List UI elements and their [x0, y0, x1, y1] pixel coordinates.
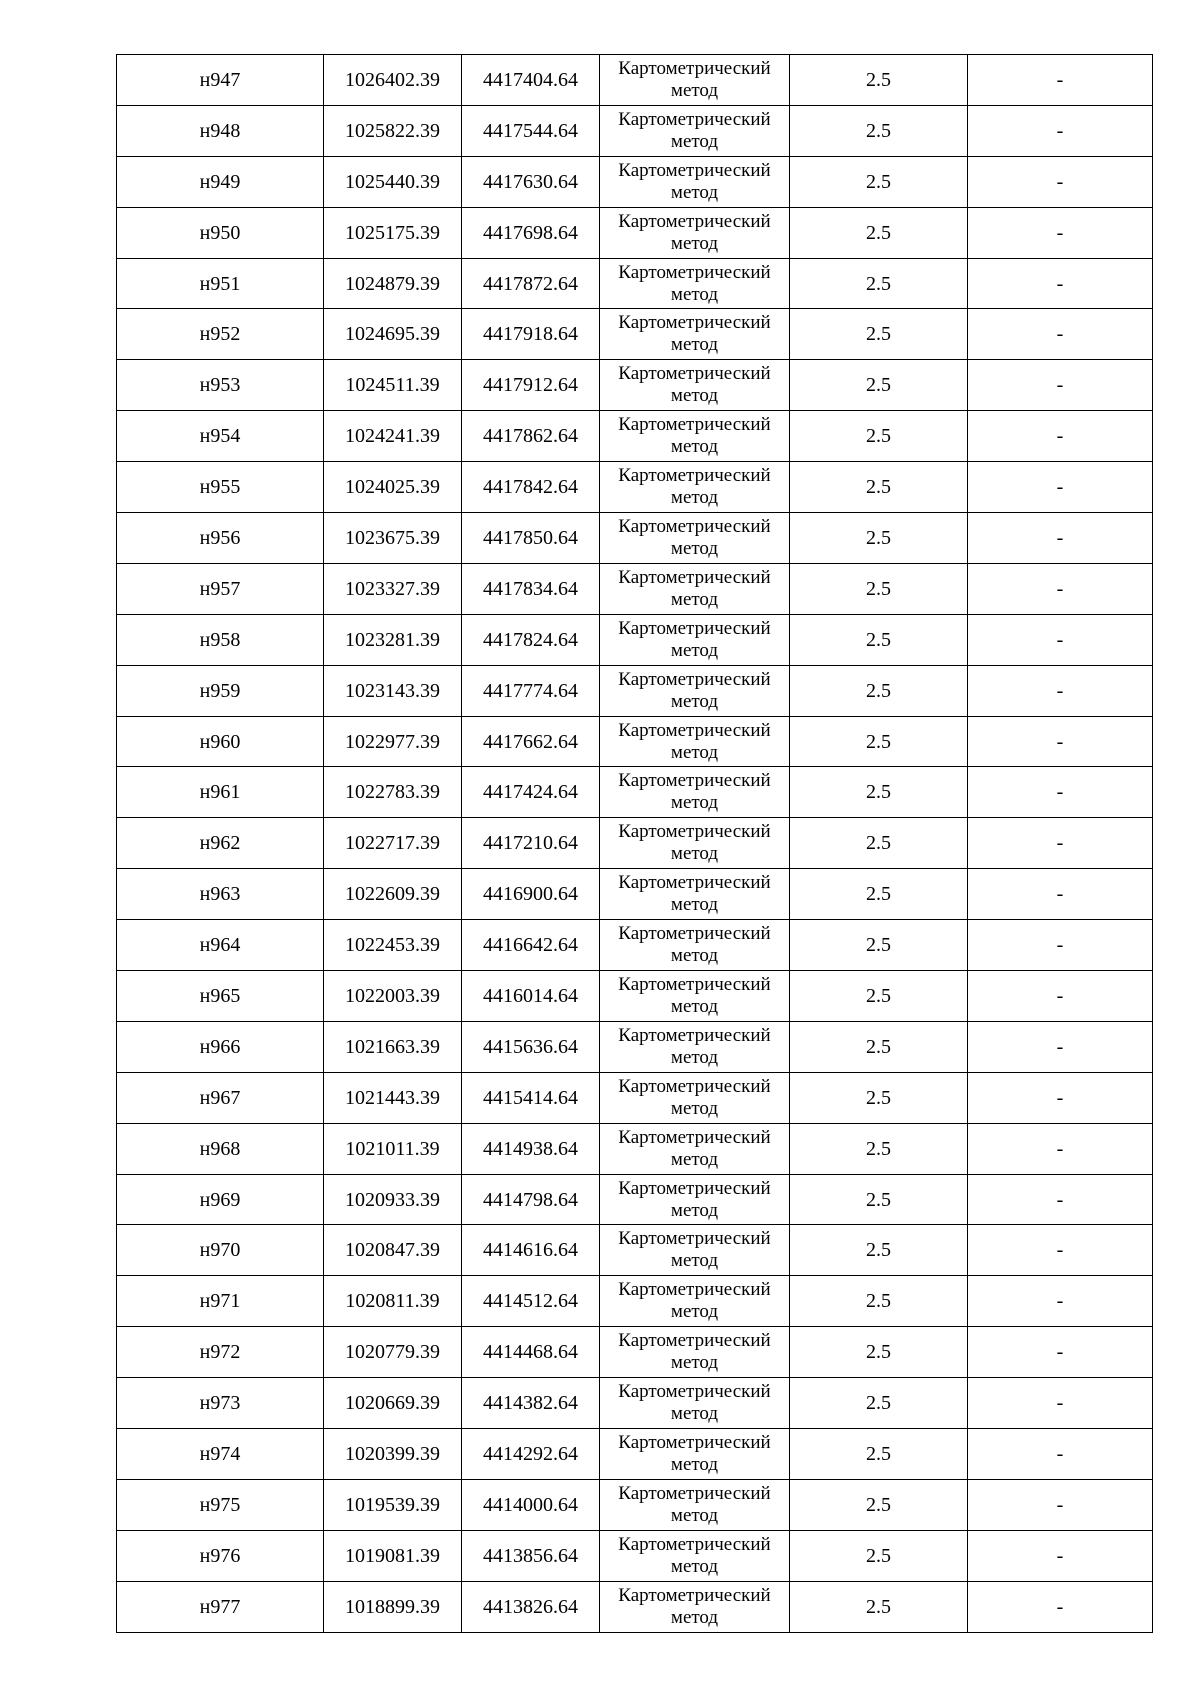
method-cell — [600, 1479, 790, 1530]
table-row — [117, 1174, 1153, 1225]
accuracy-cell: 2.5 — [790, 563, 968, 614]
point-number-cell: н966 — [117, 1021, 324, 1072]
method-line-2: метод — [670, 1606, 719, 1628]
method-cell — [600, 513, 790, 564]
table-row — [117, 1581, 1153, 1632]
method-line-1: Картометрический — [618, 159, 771, 181]
accuracy-cell: 2.5 — [790, 1174, 968, 1225]
method-cell — [600, 1530, 790, 1581]
table-row — [117, 55, 1153, 106]
table-row — [117, 258, 1153, 309]
point-number-cell: н962 — [117, 818, 324, 869]
method-line-1: Картометрический — [618, 312, 771, 334]
y-coordinate-cell: 4414938.64 — [462, 1123, 600, 1174]
y-coordinate-cell: 4417872.64 — [462, 258, 600, 309]
table-row — [117, 411, 1153, 462]
method-line-1: Картометрический — [618, 1126, 771, 1148]
table-row — [117, 1429, 1153, 1480]
x-coordinate-cell: 1020779.39 — [324, 1327, 462, 1378]
method-line-2: метод — [670, 1453, 719, 1475]
accuracy-cell: 2.5 — [790, 767, 968, 818]
method-line-2: метод — [670, 1555, 719, 1577]
method-cell — [600, 869, 790, 920]
note-cell: - — [968, 462, 1153, 513]
note-cell: - — [968, 1581, 1153, 1632]
method-cell — [600, 563, 790, 614]
method-cell — [600, 767, 790, 818]
point-number-cell: н964 — [117, 920, 324, 971]
table-row — [117, 1276, 1153, 1327]
accuracy-cell: 2.5 — [790, 1378, 968, 1429]
method-line-2: метод — [670, 1301, 719, 1323]
accuracy-cell: 2.5 — [790, 462, 968, 513]
y-coordinate-cell: 4415636.64 — [462, 1021, 600, 1072]
x-coordinate-cell: 1019539.39 — [324, 1479, 462, 1530]
y-coordinate-cell: 4415414.64 — [462, 1072, 600, 1123]
x-coordinate-cell: 1023327.39 — [324, 563, 462, 614]
accuracy-cell: 2.5 — [790, 258, 968, 309]
note-cell: - — [968, 309, 1153, 360]
note-cell: - — [968, 1530, 1153, 1581]
method-line-1: Картометрический — [618, 973, 771, 995]
accuracy-cell: 2.5 — [790, 411, 968, 462]
accuracy-cell: 2.5 — [790, 309, 968, 360]
accuracy-cell: 2.5 — [790, 716, 968, 767]
y-coordinate-cell: 4417404.64 — [462, 55, 600, 106]
method-cell — [600, 411, 790, 462]
note-cell: - — [968, 1174, 1153, 1225]
y-coordinate-cell: 4414798.64 — [462, 1174, 600, 1225]
y-coordinate-cell: 4417774.64 — [462, 665, 600, 716]
y-coordinate-cell: 4413826.64 — [462, 1581, 600, 1632]
method-line-2: метод — [670, 1250, 719, 1272]
method-line-1: Картометрический — [618, 515, 771, 537]
accuracy-cell: 2.5 — [790, 1123, 968, 1174]
x-coordinate-cell: 1021011.39 — [324, 1123, 462, 1174]
note-cell: - — [968, 55, 1153, 106]
table-row — [117, 920, 1153, 971]
method-line-1: Картометрический — [618, 1228, 771, 1250]
method-line-2: метод — [670, 1046, 719, 1068]
y-coordinate-cell: 4417862.64 — [462, 411, 600, 462]
note-cell: - — [968, 360, 1153, 411]
method-line-2: метод — [670, 639, 719, 661]
accuracy-cell: 2.5 — [790, 360, 968, 411]
table-row — [117, 1530, 1153, 1581]
x-coordinate-cell: 1025822.39 — [324, 105, 462, 156]
y-coordinate-cell: 4414382.64 — [462, 1378, 600, 1429]
method-line-1: Картометрический — [618, 1584, 771, 1606]
method-cell — [600, 105, 790, 156]
table-row — [117, 1479, 1153, 1530]
method-line-1: Картометрический — [618, 821, 771, 843]
point-number-cell: н949 — [117, 156, 324, 207]
coordinates-table — [116, 54, 1153, 1633]
point-number-cell: н967 — [117, 1072, 324, 1123]
y-coordinate-cell: 4417662.64 — [462, 716, 600, 767]
table-row — [117, 462, 1153, 513]
accuracy-cell: 2.5 — [790, 869, 968, 920]
table-row — [117, 1378, 1153, 1429]
point-number-cell: н977 — [117, 1581, 324, 1632]
point-number-cell: н959 — [117, 665, 324, 716]
method-cell — [600, 1072, 790, 1123]
point-number-cell: н969 — [117, 1174, 324, 1225]
x-coordinate-cell: 1018899.39 — [324, 1581, 462, 1632]
point-number-cell: н947 — [117, 55, 324, 106]
y-coordinate-cell: 4417424.64 — [462, 767, 600, 818]
point-number-cell: н956 — [117, 513, 324, 564]
y-coordinate-cell: 4417834.64 — [462, 563, 600, 614]
x-coordinate-cell: 1022783.39 — [324, 767, 462, 818]
accuracy-cell: 2.5 — [790, 1072, 968, 1123]
table-row — [117, 309, 1153, 360]
method-line-1: Картометрический — [618, 363, 771, 385]
y-coordinate-cell: 4417850.64 — [462, 513, 600, 564]
note-cell: - — [968, 563, 1153, 614]
x-coordinate-cell: 1020669.39 — [324, 1378, 462, 1429]
x-coordinate-cell: 1023281.39 — [324, 614, 462, 665]
note-cell: - — [968, 258, 1153, 309]
y-coordinate-cell: 4414616.64 — [462, 1225, 600, 1276]
note-cell: - — [968, 207, 1153, 258]
accuracy-cell: 2.5 — [790, 665, 968, 716]
table-row — [117, 716, 1153, 767]
x-coordinate-cell: 1025440.39 — [324, 156, 462, 207]
x-coordinate-cell: 1025175.39 — [324, 207, 462, 258]
point-number-cell: н963 — [117, 869, 324, 920]
method-line-2: метод — [670, 130, 719, 152]
coordinates-table-body — [117, 55, 1153, 1633]
x-coordinate-cell: 1021663.39 — [324, 1021, 462, 1072]
y-coordinate-cell: 4417630.64 — [462, 156, 600, 207]
method-line-2: метод — [670, 792, 719, 814]
x-coordinate-cell: 1023675.39 — [324, 513, 462, 564]
note-cell: - — [968, 411, 1153, 462]
method-cell — [600, 665, 790, 716]
note-cell: - — [968, 614, 1153, 665]
method-line-2: метод — [670, 232, 719, 254]
table-row — [117, 1072, 1153, 1123]
method-line-2: метод — [670, 79, 719, 101]
table-row — [117, 207, 1153, 258]
y-coordinate-cell: 4417210.64 — [462, 818, 600, 869]
table-row — [117, 1021, 1153, 1072]
accuracy-cell: 2.5 — [790, 1429, 968, 1480]
table-row — [117, 360, 1153, 411]
x-coordinate-cell: 1022977.39 — [324, 716, 462, 767]
method-cell — [600, 1174, 790, 1225]
table-row — [117, 105, 1153, 156]
accuracy-cell: 2.5 — [790, 105, 968, 156]
method-cell — [600, 1429, 790, 1480]
table-row — [117, 665, 1153, 716]
y-coordinate-cell: 4413856.64 — [462, 1530, 600, 1581]
accuracy-cell: 2.5 — [790, 1276, 968, 1327]
point-number-cell: н953 — [117, 360, 324, 411]
accuracy-cell: 2.5 — [790, 818, 968, 869]
method-cell — [600, 1123, 790, 1174]
table-row — [117, 869, 1153, 920]
accuracy-cell: 2.5 — [790, 207, 968, 258]
method-line-2: метод — [670, 283, 719, 305]
x-coordinate-cell: 1020811.39 — [324, 1276, 462, 1327]
point-number-cell: н968 — [117, 1123, 324, 1174]
method-line-2: метод — [670, 1199, 719, 1221]
method-line-1: Картометрический — [618, 1075, 771, 1097]
x-coordinate-cell: 1020933.39 — [324, 1174, 462, 1225]
x-coordinate-cell: 1024511.39 — [324, 360, 462, 411]
method-cell — [600, 360, 790, 411]
table-row — [117, 513, 1153, 564]
method-cell — [600, 920, 790, 971]
y-coordinate-cell: 4416642.64 — [462, 920, 600, 971]
method-line-1: Картометрический — [618, 1330, 771, 1352]
method-line-1: Картометрический — [618, 1431, 771, 1453]
x-coordinate-cell: 1019081.39 — [324, 1530, 462, 1581]
method-cell — [600, 207, 790, 258]
x-coordinate-cell: 1024695.39 — [324, 309, 462, 360]
method-line-2: метод — [670, 1403, 719, 1425]
accuracy-cell: 2.5 — [790, 971, 968, 1022]
x-coordinate-cell: 1020847.39 — [324, 1225, 462, 1276]
y-coordinate-cell: 4417842.64 — [462, 462, 600, 513]
point-number-cell: н950 — [117, 207, 324, 258]
method-line-1: Картометрический — [618, 566, 771, 588]
note-cell: - — [968, 1276, 1153, 1327]
y-coordinate-cell: 4416014.64 — [462, 971, 600, 1022]
point-number-cell: н975 — [117, 1479, 324, 1530]
table-row — [117, 971, 1153, 1022]
x-coordinate-cell: 1023143.39 — [324, 665, 462, 716]
accuracy-cell: 2.5 — [790, 1225, 968, 1276]
method-line-1: Картометрический — [618, 210, 771, 232]
accuracy-cell: 2.5 — [790, 1530, 968, 1581]
note-cell: - — [968, 1479, 1153, 1530]
method-line-2: метод — [670, 1504, 719, 1526]
note-cell: - — [968, 767, 1153, 818]
method-line-2: метод — [670, 385, 719, 407]
method-line-1: Картометрический — [618, 108, 771, 130]
point-number-cell: н972 — [117, 1327, 324, 1378]
method-line-2: метод — [670, 945, 719, 967]
y-coordinate-cell: 4414512.64 — [462, 1276, 600, 1327]
accuracy-cell: 2.5 — [790, 55, 968, 106]
x-coordinate-cell: 1024879.39 — [324, 258, 462, 309]
point-number-cell: н973 — [117, 1378, 324, 1429]
method-line-2: метод — [670, 436, 719, 458]
table-row — [117, 1225, 1153, 1276]
x-coordinate-cell: 1024241.39 — [324, 411, 462, 462]
method-line-1: Картометрический — [618, 617, 771, 639]
y-coordinate-cell: 4416900.64 — [462, 869, 600, 920]
note-cell: - — [968, 665, 1153, 716]
point-number-cell: н951 — [117, 258, 324, 309]
method-line-1: Картометрический — [618, 414, 771, 436]
point-number-cell: н952 — [117, 309, 324, 360]
method-line-2: метод — [670, 334, 719, 356]
accuracy-cell: 2.5 — [790, 614, 968, 665]
method-line-1: Картометрический — [618, 1381, 771, 1403]
method-line-1: Картометрический — [618, 668, 771, 690]
x-coordinate-cell: 1022717.39 — [324, 818, 462, 869]
y-coordinate-cell: 4414292.64 — [462, 1429, 600, 1480]
x-coordinate-cell: 1021443.39 — [324, 1072, 462, 1123]
y-coordinate-cell: 4417698.64 — [462, 207, 600, 258]
table-row — [117, 767, 1153, 818]
method-line-2: метод — [670, 741, 719, 763]
method-cell — [600, 818, 790, 869]
method-cell — [600, 156, 790, 207]
method-line-1: Картометрический — [618, 923, 771, 945]
note-cell: - — [968, 1327, 1153, 1378]
note-cell: - — [968, 818, 1153, 869]
point-number-cell: н961 — [117, 767, 324, 818]
method-line-2: метод — [670, 1097, 719, 1119]
note-cell: - — [968, 716, 1153, 767]
method-line-2: метод — [670, 487, 719, 509]
note-cell: - — [968, 156, 1153, 207]
point-number-cell: н970 — [117, 1225, 324, 1276]
method-line-2: метод — [670, 181, 719, 203]
accuracy-cell: 2.5 — [790, 156, 968, 207]
method-line-2: метод — [670, 588, 719, 610]
note-cell: - — [968, 869, 1153, 920]
method-cell — [600, 1225, 790, 1276]
method-cell — [600, 716, 790, 767]
y-coordinate-cell: 4417918.64 — [462, 309, 600, 360]
method-line-2: метод — [670, 690, 719, 712]
point-number-cell: н974 — [117, 1429, 324, 1480]
x-coordinate-cell: 1022453.39 — [324, 920, 462, 971]
method-cell — [600, 1276, 790, 1327]
table-row — [117, 1123, 1153, 1174]
method-line-2: метод — [670, 843, 719, 865]
point-number-cell: н948 — [117, 105, 324, 156]
note-cell: - — [968, 513, 1153, 564]
method-cell — [600, 1378, 790, 1429]
x-coordinate-cell: 1026402.39 — [324, 55, 462, 106]
accuracy-cell: 2.5 — [790, 920, 968, 971]
note-cell: - — [968, 1429, 1153, 1480]
method-line-1: Картометрический — [618, 872, 771, 894]
accuracy-cell: 2.5 — [790, 513, 968, 564]
y-coordinate-cell: 4414000.64 — [462, 1479, 600, 1530]
method-cell — [600, 1021, 790, 1072]
method-line-2: метод — [670, 1148, 719, 1170]
point-number-cell: н965 — [117, 971, 324, 1022]
y-coordinate-cell: 4417912.64 — [462, 360, 600, 411]
method-cell — [600, 462, 790, 513]
note-cell: - — [968, 920, 1153, 971]
note-cell: - — [968, 1225, 1153, 1276]
method-line-1: Картометрический — [618, 57, 771, 79]
accuracy-cell: 2.5 — [790, 1479, 968, 1530]
method-line-2: метод — [670, 1352, 719, 1374]
note-cell: - — [968, 1378, 1153, 1429]
method-cell — [600, 309, 790, 360]
table-row — [117, 818, 1153, 869]
method-line-1: Картометрический — [618, 1482, 771, 1504]
point-number-cell: н971 — [117, 1276, 324, 1327]
note-cell: - — [968, 1123, 1153, 1174]
x-coordinate-cell: 1022003.39 — [324, 971, 462, 1022]
y-coordinate-cell: 4417824.64 — [462, 614, 600, 665]
method-line-2: метод — [670, 995, 719, 1017]
x-coordinate-cell: 1022609.39 — [324, 869, 462, 920]
table-row — [117, 614, 1153, 665]
method-line-1: Картометрический — [618, 770, 771, 792]
note-cell: - — [968, 1072, 1153, 1123]
note-cell: - — [968, 105, 1153, 156]
method-cell — [600, 1581, 790, 1632]
method-cell — [600, 55, 790, 106]
method-line-1: Картометрический — [618, 1024, 771, 1046]
method-line-1: Картометрический — [618, 1279, 771, 1301]
x-coordinate-cell: 1020399.39 — [324, 1429, 462, 1480]
accuracy-cell: 2.5 — [790, 1327, 968, 1378]
accuracy-cell: 2.5 — [790, 1581, 968, 1632]
point-number-cell: н976 — [117, 1530, 324, 1581]
note-cell: - — [968, 1021, 1153, 1072]
method-line-1: Картометрический — [618, 1533, 771, 1555]
point-number-cell: н958 — [117, 614, 324, 665]
method-line-2: метод — [670, 537, 719, 559]
method-cell — [600, 971, 790, 1022]
method-line-1: Картометрический — [618, 465, 771, 487]
table-row — [117, 1327, 1153, 1378]
y-coordinate-cell: 4414468.64 — [462, 1327, 600, 1378]
method-cell — [600, 614, 790, 665]
x-coordinate-cell: 1024025.39 — [324, 462, 462, 513]
point-number-cell: н955 — [117, 462, 324, 513]
method-cell — [600, 1327, 790, 1378]
accuracy-cell: 2.5 — [790, 1021, 968, 1072]
method-line-1: Картометрический — [618, 261, 771, 283]
method-line-1: Картометрический — [618, 1177, 771, 1199]
method-line-1: Картометрический — [618, 719, 771, 741]
table-row — [117, 156, 1153, 207]
y-coordinate-cell: 4417544.64 — [462, 105, 600, 156]
note-cell: - — [968, 971, 1153, 1022]
method-line-2: метод — [670, 894, 719, 916]
point-number-cell: н957 — [117, 563, 324, 614]
table-row — [117, 563, 1153, 614]
point-number-cell: н960 — [117, 716, 324, 767]
point-number-cell: н954 — [117, 411, 324, 462]
method-cell — [600, 258, 790, 309]
